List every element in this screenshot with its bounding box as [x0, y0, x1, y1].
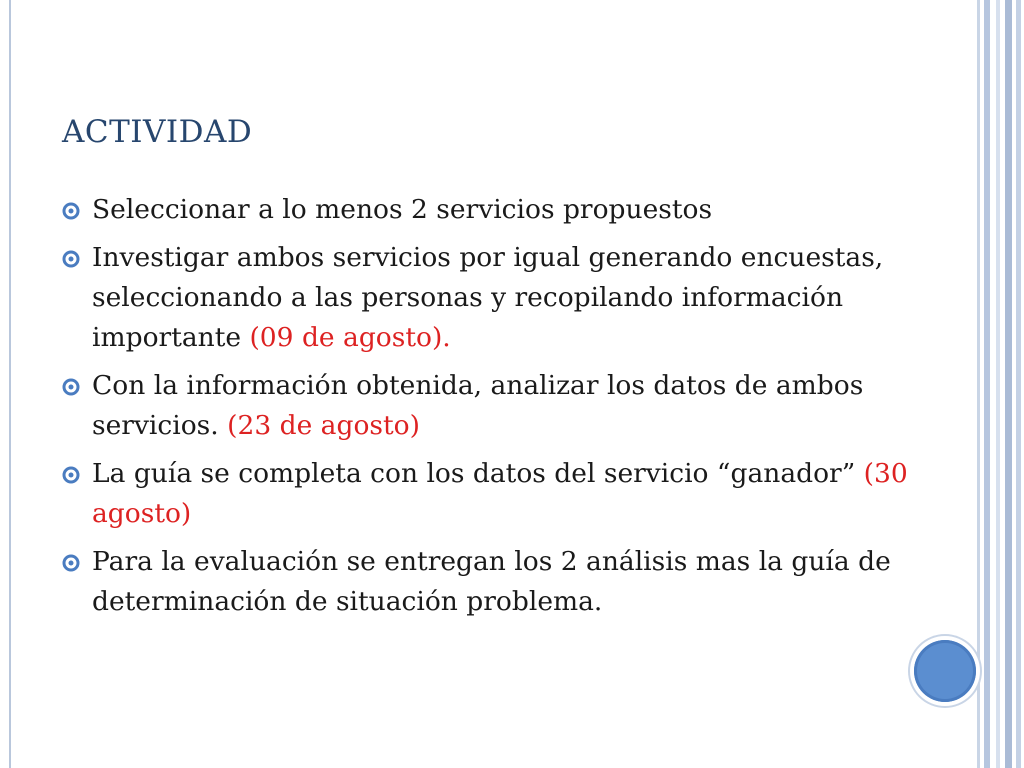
- link-bullet-icon: [62, 202, 80, 220]
- list-item: [62, 238, 922, 358]
- bullet-text: Con la información obtenida, analizar los datos de ambos servicios.: [92, 370, 864, 441]
- bullet-text: Investigar ambos servicios por igual generando encuestas, seleccionando a las personas y recopilando información importante: [92, 242, 884, 353]
- slide-title: ACTIVIDAD: [62, 114, 253, 150]
- bullet-list: [62, 190, 922, 630]
- link-bullet-icon: [62, 554, 80, 572]
- link-bullet-icon: [62, 378, 80, 396]
- left-border-line: [9, 0, 11, 768]
- bullet-date: (23 de agosto): [227, 410, 420, 441]
- bullet-text: La guía se completa con los datos del servicio “ganador”: [92, 458, 864, 489]
- link-bullet-icon: [62, 250, 80, 268]
- blue-circle-decoration: [914, 640, 976, 702]
- bullet-text: Para la evaluación se entregan los 2 análisis mas la guía de determinación de situación problema.: [92, 546, 891, 617]
- right-decorative-stripes: [976, 0, 1024, 768]
- bullet-date: (30 agosto): [92, 458, 908, 529]
- list-item: [62, 190, 922, 230]
- list-item: [62, 454, 922, 534]
- list-item: [62, 542, 922, 622]
- link-bullet-icon: [62, 466, 80, 484]
- bullet-text: Seleccionar a lo menos 2 servicios propuestos: [92, 194, 713, 225]
- bullet-date: (09 de agosto).: [249, 322, 451, 353]
- list-item: [62, 366, 922, 446]
